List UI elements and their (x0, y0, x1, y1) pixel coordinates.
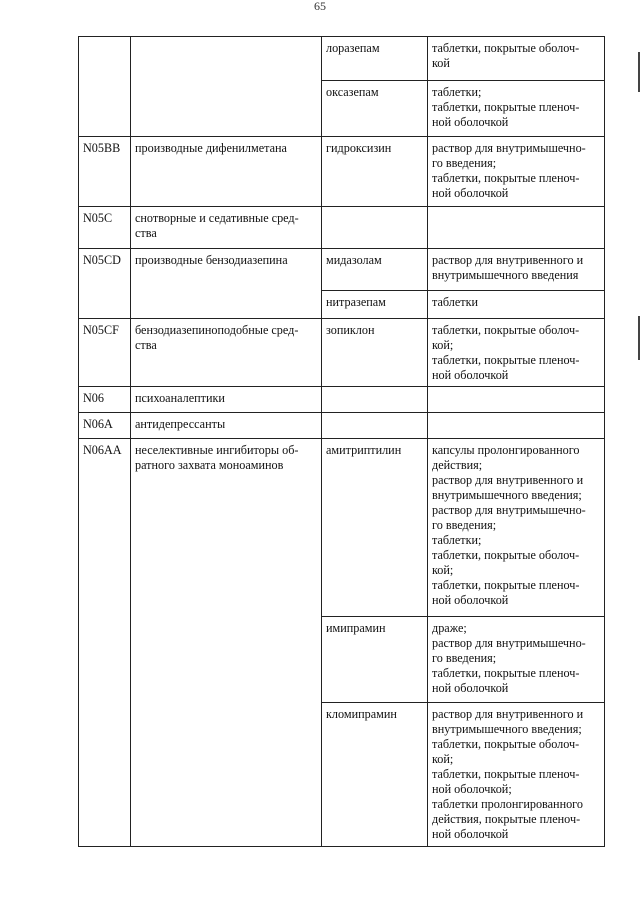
drug-name-cell: кломипрамин (322, 703, 428, 847)
dosage-form-cell: раствор для внутривенного и внутримышечного введения (428, 249, 605, 291)
dosage-form-cell: раствор для внутривенного и внутримышечного введения; таблетки, покрытые оболоч- кой; таблетки, покрытые пленоч- ной оболочкой; таблетки пролонгированного действия, покрытые пленоч- ной оболочкой (428, 703, 605, 847)
atc-code-cell: N06 (79, 387, 131, 413)
table-row (79, 37, 605, 81)
drug-registry-table (78, 36, 605, 847)
atc-code-cell: N05CD (79, 249, 131, 319)
drug-name-cell: зопиклон (322, 319, 428, 387)
atc-group-cell: производные бензодиазепина (131, 249, 322, 319)
atc-group-cell: психоаналептики (131, 387, 322, 413)
atc-group-cell (131, 37, 322, 137)
atc-code-cell: N05CF (79, 319, 131, 387)
drug-name-cell (322, 207, 428, 249)
atc-group-cell: неселективные ингибиторы об- ратного захвата моноаминов (131, 439, 322, 847)
dosage-form-cell: драже; раствор для внутримышечно- го введения; таблетки, покрытые пленоч- ной оболочкой (428, 617, 605, 703)
atc-group-cell: бензодиазепиноподобные сред- ства (131, 319, 322, 387)
atc-group-cell: производные дифенилметана (131, 137, 322, 207)
table-row (79, 439, 605, 617)
drug-name-cell: оксазепам (322, 81, 428, 137)
dosage-form-cell: таблетки, покрытые оболоч- кой; таблетки, покрытые пленоч- ной оболочкой (428, 319, 605, 387)
table-row (79, 207, 605, 249)
atc-code-cell: N06AA (79, 439, 131, 847)
dosage-form-cell (428, 387, 605, 413)
drug-name-cell: мидазолам (322, 249, 428, 291)
drug-name-cell: лоразепам (322, 37, 428, 81)
table-row (79, 137, 605, 207)
atc-code-cell (79, 37, 131, 137)
atc-group-cell: снотворные и седативные сред- ства (131, 207, 322, 249)
dosage-form-cell (428, 413, 605, 439)
table-row (79, 413, 605, 439)
dosage-form-cell: таблетки (428, 291, 605, 319)
table-row (79, 319, 605, 387)
atc-group-cell: антидепрессанты (131, 413, 322, 439)
atc-code-cell: N05BB (79, 137, 131, 207)
dosage-form-cell: таблетки; таблетки, покрытые пленоч- ной оболочкой (428, 81, 605, 137)
dosage-form-cell: раствор для внутримышечно- го введения; таблетки, покрытые пленоч- ной оболочкой (428, 137, 605, 207)
drug-name-cell: амитриптилин (322, 439, 428, 617)
dosage-form-cell: капсулы пролонгированного действия; раствор для внутривенного и внутримышечного введения; раствор для внутримышечно- го введения; таблетки; таблетки, покрытые оболоч- кой; таблетки, покрытые пленоч- ной оболочкой (428, 439, 605, 617)
drug-name-cell (322, 387, 428, 413)
dosage-form-cell: таблетки, покрытые оболоч- кой (428, 37, 605, 81)
atc-code-cell: N05C (79, 207, 131, 249)
dosage-form-cell (428, 207, 605, 249)
drug-name-cell: имипрамин (322, 617, 428, 703)
table-row (79, 249, 605, 291)
page-number: 65 (314, 2, 326, 13)
drug-name-cell: нитразепам (322, 291, 428, 319)
table-row (79, 387, 605, 413)
drug-name-cell (322, 413, 428, 439)
drug-name-cell: гидроксизин (322, 137, 428, 207)
atc-code-cell: N06A (79, 413, 131, 439)
